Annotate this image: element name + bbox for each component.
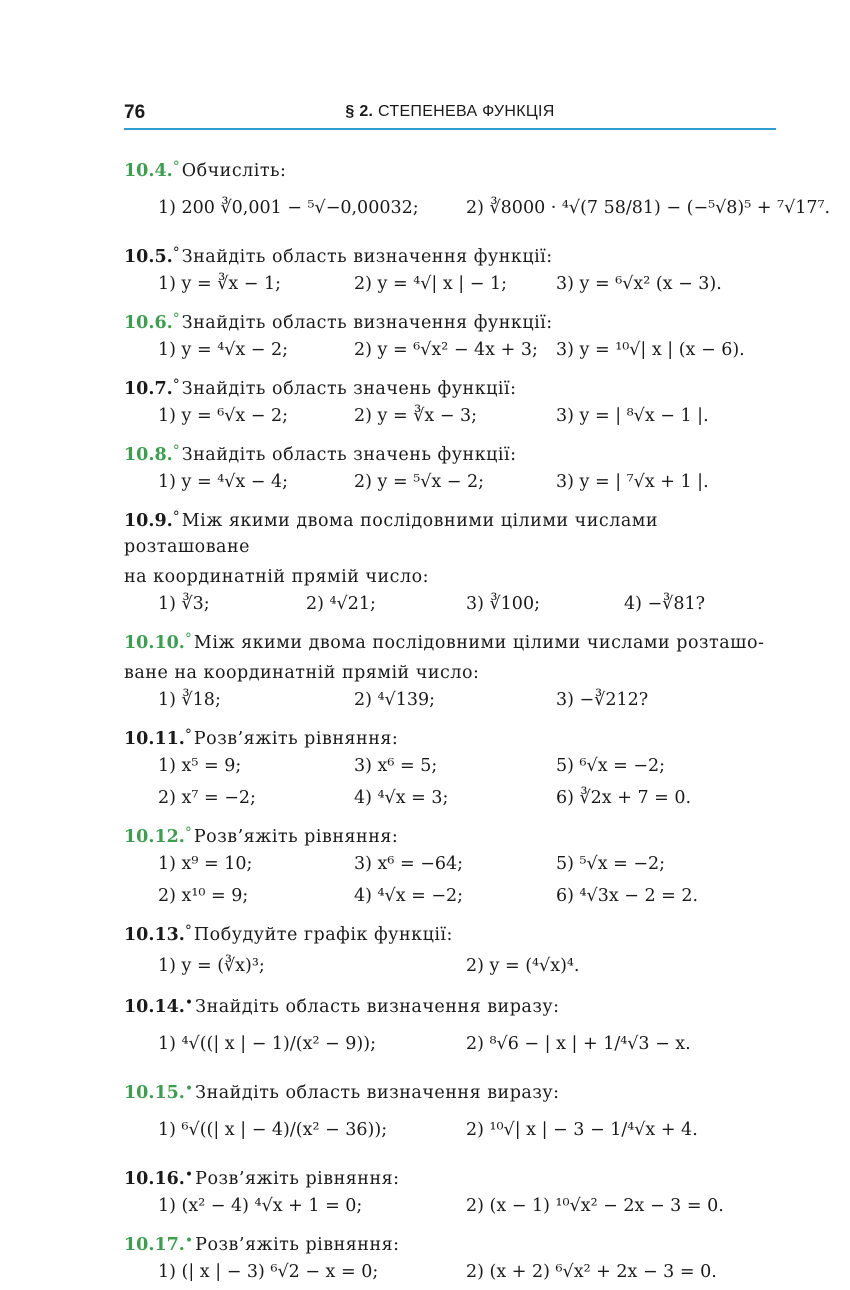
task-item: 3) y = ⁶√x² (x − 3). (556, 274, 722, 294)
exercise (124, 820, 784, 914)
difficulty-mark: ° (172, 443, 180, 459)
exercise-instruction: Розв’яжіть рівняння: (193, 827, 399, 847)
exercise-number: 10.15.• (124, 1081, 194, 1103)
task-item: 4) ⁴√x = 3; (354, 788, 449, 808)
exercise-heading (124, 1162, 784, 1192)
difficulty-mark: • (184, 1167, 194, 1183)
task-item: 2) y = ⁶√x² − 4x + 3; (354, 340, 538, 360)
task-item: 1) (| x | − 3) ⁶√2 − x = 0; (158, 1262, 379, 1282)
task-row (124, 336, 784, 368)
page-header (124, 100, 776, 130)
exercise-number: 10.7.° (124, 377, 180, 399)
task-row (124, 1258, 784, 1290)
exercise-instruction: Обчисліть: (181, 161, 287, 181)
exercise-number: 10.16.• (124, 1167, 194, 1189)
exercise-list (124, 150, 831, 1290)
exercise-number: 10.10.° (124, 631, 192, 653)
task-item: 3) x⁶ = 5; (354, 756, 438, 776)
exercise-heading (124, 438, 784, 468)
task-item: 2) y = ⁴√| x | − 1; (354, 274, 507, 294)
exercise-number: 10.12.° (124, 825, 192, 847)
exercise-number: 10.14.• (124, 995, 194, 1017)
section-title-text: СТЕПЕНЕВА ФУНКЦІЯ (373, 103, 555, 120)
task-item: 3) y = | ⁷√x + 1 |. (556, 472, 709, 492)
exercise-instruction: Знайдіть область значень функції: (181, 445, 517, 465)
exercise-number: 10.11.° (124, 727, 192, 749)
task-item: 1) x⁹ = 10; (158, 854, 253, 874)
task-item: 1) ∛3; (158, 594, 210, 614)
task-row (124, 1106, 784, 1158)
page-number: 76 (124, 102, 146, 123)
task-item: 2) y = ∛x − 3; (354, 406, 478, 426)
exercise-number: 10.9.° (124, 509, 180, 531)
exercise-heading (124, 372, 784, 402)
task-item: 3) y = | ⁸√x − 1 |. (556, 406, 709, 426)
task-item: 5) ⁵√x = −2; (556, 854, 666, 874)
exercise-instruction: Знайдіть область визначення виразу: (195, 1083, 560, 1103)
exercise-instruction-continued: ване на координатній прямій число: (124, 663, 480, 683)
exercise (124, 154, 831, 236)
exercise-number: 10.8.° (124, 443, 180, 465)
difficulty-mark: • (184, 1081, 194, 1097)
exercise (124, 438, 784, 500)
task-row (124, 1020, 784, 1072)
exercise (124, 504, 784, 622)
difficulty-mark: ° (172, 159, 180, 175)
task-item: 4) −∛81? (624, 594, 705, 614)
exercise-number: 10.6.° (124, 311, 180, 333)
task-item: 3) x⁶ = −64; (354, 854, 464, 874)
task-item: 1) y = ⁴√x − 4; (158, 472, 289, 492)
exercise-heading (124, 990, 784, 1020)
task-row (124, 1192, 784, 1224)
task-item: 6) ∛2x + 7 = 0. (556, 788, 692, 808)
task-item: 1) ⁶√((| x | − 4)/(x² − 36)); (158, 1120, 388, 1140)
task-item: 6) ⁴√3x − 2 = 2. (556, 886, 699, 906)
exercise-number: 10.13.° (124, 923, 192, 945)
exercise-instruction: Знайдіть область визначення функції: (181, 247, 553, 267)
exercise-number: 10.4.° (124, 159, 180, 181)
exercise-instruction: Між якими двома послідовними цілими числами розташоване (124, 511, 659, 557)
exercise-instruction: Розв’яжіть рівняння: (195, 1169, 400, 1189)
task-item: 2) x¹⁰ = 9; (158, 886, 249, 906)
difficulty-mark: ° (184, 727, 192, 743)
exercise (124, 240, 784, 302)
task-row (124, 850, 784, 882)
task-item: 1) y = (∛x)³; (158, 956, 265, 976)
exercise (124, 306, 784, 368)
task-item: 2) ∛8000 · ⁴√(7 58/81) − (−⁵√8)⁵ + ⁷√17⁷. (466, 198, 831, 218)
difficulty-mark: • (184, 1233, 194, 1249)
exercise-heading (124, 154, 784, 184)
exercise (124, 1162, 784, 1224)
task-item: 2) y = (⁴√x)⁴. (466, 956, 580, 976)
difficulty-mark: ° (172, 377, 180, 393)
task-item: 2) x⁷ = −2; (158, 788, 256, 808)
exercise-heading (124, 820, 784, 850)
exercise-number: 10.17.• (124, 1233, 194, 1255)
exercise-heading (124, 306, 784, 336)
exercise-instruction: Знайдіть область визначення виразу: (195, 997, 560, 1017)
difficulty-mark: ° (172, 509, 180, 525)
exercise-heading (124, 918, 784, 948)
exercise-instruction: Між якими двома послідовними цілими числами розташо- (193, 633, 765, 653)
exercise (124, 990, 784, 1072)
task-item: 1) y = ⁴√x − 2; (158, 340, 289, 360)
exercise (124, 372, 784, 434)
task-row (124, 402, 784, 434)
difficulty-mark: ° (184, 923, 192, 939)
difficulty-mark: ° (184, 825, 192, 841)
exercise-heading (124, 626, 784, 656)
task-item: 3) y = ¹⁰√| x | (x − 6). (556, 340, 745, 360)
task-item: 2) (x + 2) ⁶√x² + 2x − 3 = 0. (466, 1262, 717, 1282)
task-item: 1) y = ⁶√x − 2; (158, 406, 289, 426)
difficulty-mark: ° (172, 245, 180, 261)
exercise-instruction: Побудуйте графік функції: (193, 925, 453, 945)
task-row (124, 882, 784, 914)
exercise-instruction: Знайдіть область значень функції: (181, 379, 517, 399)
task-item: 5) ⁶√x = −2; (556, 756, 666, 776)
section-mark: § 2. (345, 103, 374, 120)
task-item: 2) (x − 1) ¹⁰√x² − 2x − 3 = 0. (466, 1196, 724, 1216)
task-item: 2) ¹⁰√| x | − 3 − 1/⁴√x + 4. (466, 1120, 698, 1140)
exercise (124, 1076, 784, 1158)
task-item: 2) y = ⁵√x − 2; (354, 472, 485, 492)
exercise (124, 722, 784, 816)
exercise-instruction: Знайдіть область визначення функції: (181, 313, 553, 333)
exercise (124, 1228, 784, 1290)
exercise (124, 626, 784, 718)
task-row (124, 184, 831, 236)
difficulty-mark: ° (184, 631, 192, 647)
task-row (124, 784, 784, 816)
section-title (124, 103, 776, 121)
difficulty-mark: ° (172, 311, 180, 327)
exercise (124, 918, 784, 986)
task-item: 1) 200 ∛0,001 − ⁵√−0,00032; (158, 198, 419, 218)
task-row (124, 590, 784, 622)
difficulty-mark: • (184, 995, 194, 1011)
task-row (124, 468, 784, 500)
task-row (124, 686, 784, 718)
task-item: 3) −∛212? (556, 690, 649, 710)
task-item: 1) (x² − 4) ⁴√x + 1 = 0; (158, 1196, 363, 1216)
exercise-number: 10.5.° (124, 245, 180, 267)
task-item: 3) ∛100; (466, 594, 540, 614)
exercise-instruction-continued: на координатній прямій число: (124, 567, 430, 587)
task-item: 2) ⁸√6 − | x | + 1/⁴√3 − x. (466, 1034, 691, 1054)
exercise-heading (124, 240, 784, 270)
task-item: 4) ⁴√x = −2; (354, 886, 464, 906)
task-item: 1) ∛18; (158, 690, 221, 710)
task-item: 2) ⁴√139; (354, 690, 435, 710)
task-row (124, 270, 784, 302)
task-item: 1) y = ∛x − 1; (158, 274, 282, 294)
exercise-heading (124, 504, 784, 560)
task-row (124, 752, 784, 784)
exercise-heading (124, 1228, 784, 1258)
exercise-instruction: Розв’яжіть рівняння: (195, 1235, 400, 1255)
task-row (124, 948, 784, 986)
exercise-heading (124, 1076, 784, 1106)
exercise-heading (124, 722, 784, 752)
exercise-instruction: Розв’яжіть рівняння: (193, 729, 399, 749)
task-item: 1) ⁴√((| x | − 1)/(x² − 9)); (158, 1034, 376, 1054)
task-item: 2) ⁴√21; (306, 594, 376, 614)
task-item: 1) x⁵ = 9; (158, 756, 242, 776)
